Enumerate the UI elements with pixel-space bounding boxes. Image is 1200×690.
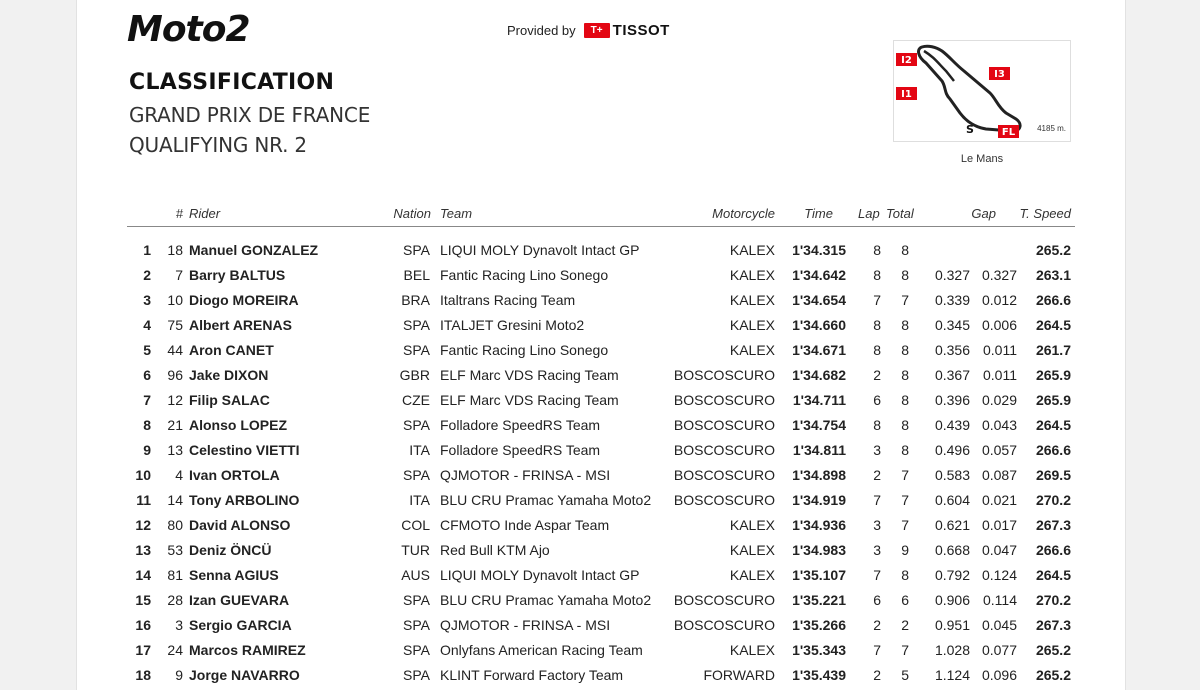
gap-previous: 0.043 (981, 417, 1017, 433)
tissot-cross-icon: T+ (584, 23, 610, 38)
motorcycle: KALEX (729, 242, 775, 258)
motorcycle: BOSCOSCURO (673, 492, 775, 508)
header-num: # (175, 206, 183, 221)
header-motorcycle: Motorcycle (712, 206, 775, 221)
top-speed: 265.2 (1035, 667, 1071, 683)
nation: SPA (403, 592, 430, 608)
rider-name: Filip SALAC (189, 392, 270, 408)
best-lap: 7 (873, 567, 881, 583)
table-row (127, 662, 1075, 687)
classification-table (127, 202, 1075, 687)
gap-first: 0.345 (934, 317, 970, 333)
gap-first: 0.906 (934, 592, 970, 608)
lap-time: 1'34.671 (792, 342, 846, 358)
table-header (127, 202, 1075, 227)
nation: SPA (403, 467, 430, 483)
total-laps: 5 (901, 667, 909, 683)
table-row (127, 512, 1075, 537)
rider-name: Izan GUEVARA (189, 592, 290, 608)
nation: SPA (403, 317, 430, 333)
top-speed: 269.5 (1035, 467, 1071, 483)
best-lap: 7 (873, 492, 881, 508)
best-lap: 3 (873, 517, 881, 533)
position: 3 (143, 292, 151, 308)
total-laps: 8 (901, 442, 909, 458)
motorcycle: KALEX (729, 292, 775, 308)
best-lap: 3 (873, 442, 881, 458)
table-row (127, 262, 1075, 287)
position: 1 (143, 242, 151, 258)
total-laps: 7 (901, 292, 909, 308)
lap-time: 1'34.654 (792, 292, 846, 308)
page-title: CLASSIFICATION (129, 70, 335, 95)
position: 9 (143, 442, 151, 458)
position: 14 (135, 567, 151, 583)
table-row (127, 412, 1075, 437)
lap-time: 1'35.107 (792, 567, 846, 583)
best-lap: 8 (873, 342, 881, 358)
rider-name: Albert ARENAS (189, 317, 292, 333)
lap-time: 1'34.754 (792, 417, 846, 433)
team: KLINT Forward Factory Team (440, 667, 624, 683)
gap-previous: 0.006 (981, 317, 1017, 333)
table-row (127, 462, 1075, 487)
svg-text:I2: I2 (901, 55, 912, 66)
gap-first: 0.339 (934, 292, 970, 308)
team: ELF Marc VDS Racing Team (440, 392, 619, 408)
best-lap: 7 (873, 292, 881, 308)
rider-number: 3 (175, 617, 183, 633)
header-time: Time (804, 206, 833, 221)
rider-name: Manuel GONZALEZ (189, 242, 319, 258)
nation: SPA (403, 342, 430, 358)
motorcycle: BOSCOSCURO (673, 617, 775, 633)
rider-name: Aron CANET (189, 342, 274, 358)
gap-previous: 0.077 (981, 642, 1017, 658)
rider-number: 9 (175, 667, 183, 683)
lap-time: 1'34.898 (792, 467, 846, 483)
position: 8 (143, 417, 151, 433)
team: Folladore SpeedRS Team (440, 442, 601, 458)
top-speed: 264.5 (1035, 317, 1071, 333)
top-speed: 265.9 (1035, 392, 1071, 408)
rider-name: Tony ARBOLINO (189, 492, 300, 508)
position: 6 (143, 367, 151, 383)
rider-number: 75 (167, 317, 183, 333)
motorcycle: KALEX (729, 267, 775, 283)
provided-by-label: Provided by (507, 22, 576, 38)
team: LIQUI MOLY Dynavolt Intact GP (440, 567, 640, 583)
total-laps: 2 (901, 617, 909, 633)
rider-number: 24 (167, 642, 183, 658)
top-speed: 267.3 (1035, 517, 1071, 533)
gap-previous: 0.045 (981, 617, 1017, 633)
tissot-wordmark: TISSOT (612, 21, 670, 39)
rider-number: 7 (175, 267, 183, 283)
track-name: Le Mans (960, 153, 1004, 165)
nation: CZE (402, 392, 430, 408)
gap-previous: 0.047 (981, 542, 1017, 558)
gap-previous: 0.012 (981, 292, 1017, 308)
lap-time: 1'34.660 (792, 317, 846, 333)
gap-first: 1.028 (934, 642, 970, 658)
lap-time: 1'34.983 (792, 542, 846, 558)
svg-text:I3: I3 (994, 69, 1005, 80)
rider-name: Ivan ORTOLA (189, 467, 280, 483)
position: 4 (143, 317, 151, 333)
title-block (129, 70, 370, 157)
lap-time: 1'34.315 (792, 242, 846, 258)
team: Folladore SpeedRS Team (440, 417, 601, 433)
total-laps: 6 (901, 592, 909, 608)
rider-name: Celestino VIETTI (189, 442, 300, 458)
gap-first: 0.367 (934, 367, 970, 383)
track-map (893, 40, 1071, 142)
nation: SPA (403, 642, 430, 658)
header-gap: Gap (971, 206, 996, 221)
total-laps: 7 (901, 467, 909, 483)
rider-number: 21 (167, 417, 183, 433)
total-laps: 9 (901, 542, 909, 558)
header-nation: Nation (393, 206, 431, 221)
top-speed: 265.2 (1035, 642, 1071, 658)
total-laps: 8 (901, 342, 909, 358)
position: 12 (135, 517, 151, 533)
team: BLU CRU Pramac Yamaha Moto2 (440, 592, 652, 608)
rider-number: 14 (167, 492, 183, 508)
rider-name: Alonso LOPEZ (189, 417, 287, 433)
svg-text:I1: I1 (901, 89, 912, 100)
lap-time: 1'35.343 (792, 642, 846, 658)
svg-text:Moto2: Moto2 (127, 9, 250, 48)
team: LIQUI MOLY Dynavolt Intact GP (440, 242, 640, 258)
top-speed: 266.6 (1035, 442, 1071, 458)
motorcycle: BOSCOSCURO (673, 442, 775, 458)
lap-time: 1'35.221 (792, 592, 846, 608)
position: 16 (135, 617, 151, 633)
header-team: Team (440, 206, 473, 221)
position: 2 (143, 267, 151, 283)
results-sheet (76, 0, 1126, 690)
rider-name: Jake DIXON (189, 367, 269, 383)
lap-time: 1'34.811 (792, 442, 846, 458)
lap-time: 1'34.642 (792, 267, 846, 283)
svg-text:S: S (966, 123, 974, 136)
rider-number: 81 (167, 567, 183, 583)
best-lap: 8 (873, 267, 881, 283)
gap-first: 1.124 (934, 667, 970, 683)
header-rider: Rider (189, 206, 221, 221)
table-row (127, 237, 1075, 262)
table-row (127, 387, 1075, 412)
moto2-logo (127, 8, 327, 48)
nation: AUS (401, 567, 430, 583)
rider-name: Jorge NAVARRO (189, 667, 300, 683)
gap-previous: 0.011 (983, 367, 1017, 383)
provided-by (507, 20, 670, 40)
team: ELF Marc VDS Racing Team (440, 367, 619, 383)
motorcycle: KALEX (729, 342, 775, 358)
gap-previous: 0.057 (981, 442, 1017, 458)
best-lap: 2 (873, 367, 881, 383)
team: Fantic Racing Lino Sonego (440, 342, 609, 358)
best-lap: 6 (873, 392, 881, 408)
svg-text:FL: FL (1001, 127, 1016, 138)
team: CFMOTO Inde Aspar Team (440, 517, 610, 533)
position: 7 (143, 392, 151, 408)
table-row (127, 537, 1075, 562)
best-lap: 6 (873, 592, 881, 608)
best-lap: 8 (873, 242, 881, 258)
nation: TUR (401, 542, 430, 558)
table-row (127, 487, 1075, 512)
nation: GBR (399, 367, 430, 383)
table-row (127, 637, 1075, 662)
gap-previous: 0.114 (983, 592, 1017, 608)
team: Italtrans Racing Team (440, 292, 576, 308)
top-speed: 261.7 (1035, 342, 1071, 358)
gap-previous: 0.021 (981, 492, 1017, 508)
motorcycle: BOSCOSCURO (673, 367, 775, 383)
table-row (127, 587, 1075, 612)
total-laps: 8 (901, 567, 909, 583)
gap-previous: 0.327 (981, 267, 1017, 283)
best-lap: 2 (873, 667, 881, 683)
lap-time: 1'35.439 (792, 667, 846, 683)
position: 15 (135, 592, 151, 608)
nation: SPA (403, 667, 430, 683)
table-row (127, 312, 1075, 337)
nation: COL (401, 517, 430, 533)
rider-number: 53 (167, 542, 183, 558)
top-speed: 266.6 (1035, 542, 1071, 558)
rider-name: Deniz ÖNCÜ (189, 542, 272, 558)
motorcycle: KALEX (729, 517, 775, 533)
rider-name: Marcos RAMIREZ (189, 642, 306, 658)
rider-name: Barry BALTUS (189, 267, 286, 283)
table-row (127, 337, 1075, 362)
rider-name: David ALONSO (189, 517, 291, 533)
gap-previous: 0.017 (981, 517, 1017, 533)
motorcycle: BOSCOSCURO (673, 592, 775, 608)
gap-first: 0.439 (934, 417, 970, 433)
rider-number: 80 (167, 517, 183, 533)
gap-previous: 0.011 (983, 342, 1017, 358)
motorcycle: BOSCOSCURO (673, 417, 775, 433)
tissot-logo (584, 22, 670, 39)
motorcycle: BOSCOSCURO (673, 392, 775, 408)
gap-first: 0.496 (934, 442, 970, 458)
top-speed: 264.5 (1035, 417, 1071, 433)
gap-first: 0.327 (934, 267, 970, 283)
motorcycle: KALEX (729, 317, 775, 333)
track-length: 4185 m. (1037, 124, 1066, 133)
top-speed: 265.9 (1035, 367, 1071, 383)
gap-first: 0.792 (934, 567, 970, 583)
gap-first: 0.951 (934, 617, 970, 633)
total-laps: 8 (901, 267, 909, 283)
session-title: QUALIFYING NR. 2 (129, 133, 307, 157)
rider-number: 10 (167, 292, 183, 308)
gap-first: 0.396 (934, 392, 970, 408)
top-speed: 263.1 (1035, 267, 1071, 283)
total-laps: 8 (901, 367, 909, 383)
motorcycle: BOSCOSCURO (673, 467, 775, 483)
total-laps: 8 (901, 242, 909, 258)
top-speed: 266.6 (1035, 292, 1071, 308)
position: 18 (135, 667, 151, 683)
rider-number: 28 (167, 592, 183, 608)
gap-previous: 0.124 (981, 567, 1017, 583)
rider-number: 12 (167, 392, 183, 408)
motorcycle: KALEX (729, 642, 775, 658)
position: 11 (136, 492, 151, 508)
rider-number: 18 (167, 242, 183, 258)
gap-first: 0.668 (934, 542, 970, 558)
lap-time: 1'34.919 (792, 492, 846, 508)
total-laps: 8 (901, 392, 909, 408)
rider-number: 4 (175, 467, 183, 483)
lap-time: 1'34.682 (792, 367, 846, 383)
nation: SPA (403, 417, 430, 433)
table-body (127, 227, 1075, 687)
gap-first: 0.621 (934, 517, 970, 533)
lap-time: 1'34.711 (792, 392, 846, 408)
top-speed: 267.3 (1035, 617, 1071, 633)
event-title: GRAND PRIX DE FRANCE (129, 103, 371, 127)
position: 10 (135, 467, 151, 483)
team: QJMOTOR - FRINSA - MSI (440, 617, 611, 633)
gap-first: 0.583 (934, 467, 970, 483)
top-speed: 270.2 (1035, 592, 1071, 608)
motorcycle: KALEX (729, 542, 775, 558)
nation: SPA (403, 617, 430, 633)
nation: SPA (403, 242, 430, 258)
position: 13 (135, 542, 151, 558)
top-speed: 264.5 (1035, 567, 1071, 583)
position: 17 (135, 642, 151, 658)
motorcycle: FORWARD (703, 667, 775, 683)
gap-previous: 0.029 (981, 392, 1017, 408)
rider-name: Diogo MOREIRA (189, 292, 299, 308)
gap-previous: 0.096 (981, 667, 1017, 683)
best-lap: 3 (873, 542, 881, 558)
header-total: Total (886, 206, 914, 221)
best-lap: 8 (873, 317, 881, 333)
motorcycle: KALEX (729, 567, 775, 583)
rider-number: 96 (167, 367, 183, 383)
best-lap: 2 (873, 467, 881, 483)
total-laps: 7 (901, 642, 909, 658)
rider-number: 13 (167, 442, 183, 458)
table-row (127, 437, 1075, 462)
nation: BRA (401, 292, 430, 308)
nation: ITA (409, 442, 430, 458)
header-lap: Lap (858, 206, 880, 221)
nation: ITA (409, 492, 430, 508)
team: QJMOTOR - FRINSA - MSI (440, 467, 611, 483)
team: Fantic Racing Lino Sonego (440, 267, 609, 283)
rider-name: Sergio GARCIA (189, 617, 292, 633)
nation: BEL (403, 267, 430, 283)
table-row (127, 287, 1075, 312)
top-speed: 265.2 (1035, 242, 1071, 258)
top-speed: 270.2 (1035, 492, 1071, 508)
total-laps: 8 (901, 317, 909, 333)
table-row (127, 562, 1075, 587)
gap-first: 0.356 (934, 342, 970, 358)
lap-time: 1'35.266 (792, 617, 846, 633)
table-row (127, 362, 1075, 387)
best-lap: 8 (873, 417, 881, 433)
total-laps: 7 (901, 492, 909, 508)
best-lap: 2 (873, 617, 881, 633)
table-row (127, 612, 1075, 637)
team: Red Bull KTM Ajo (440, 542, 550, 558)
rider-name: Senna AGIUS (189, 567, 279, 583)
team: Onlyfans American Racing Team (440, 642, 643, 658)
total-laps: 7 (901, 517, 909, 533)
header-speed: T. Speed (1019, 206, 1071, 221)
position: 5 (143, 342, 151, 358)
best-lap: 7 (873, 642, 881, 658)
lap-time: 1'34.936 (792, 517, 846, 533)
team: BLU CRU Pramac Yamaha Moto2 (440, 492, 652, 508)
gap-previous: 0.087 (981, 467, 1017, 483)
gap-first: 0.604 (934, 492, 970, 508)
team: ITALJET Gresini Moto2 (440, 317, 585, 333)
rider-number: 44 (167, 342, 183, 358)
total-laps: 8 (901, 417, 909, 433)
